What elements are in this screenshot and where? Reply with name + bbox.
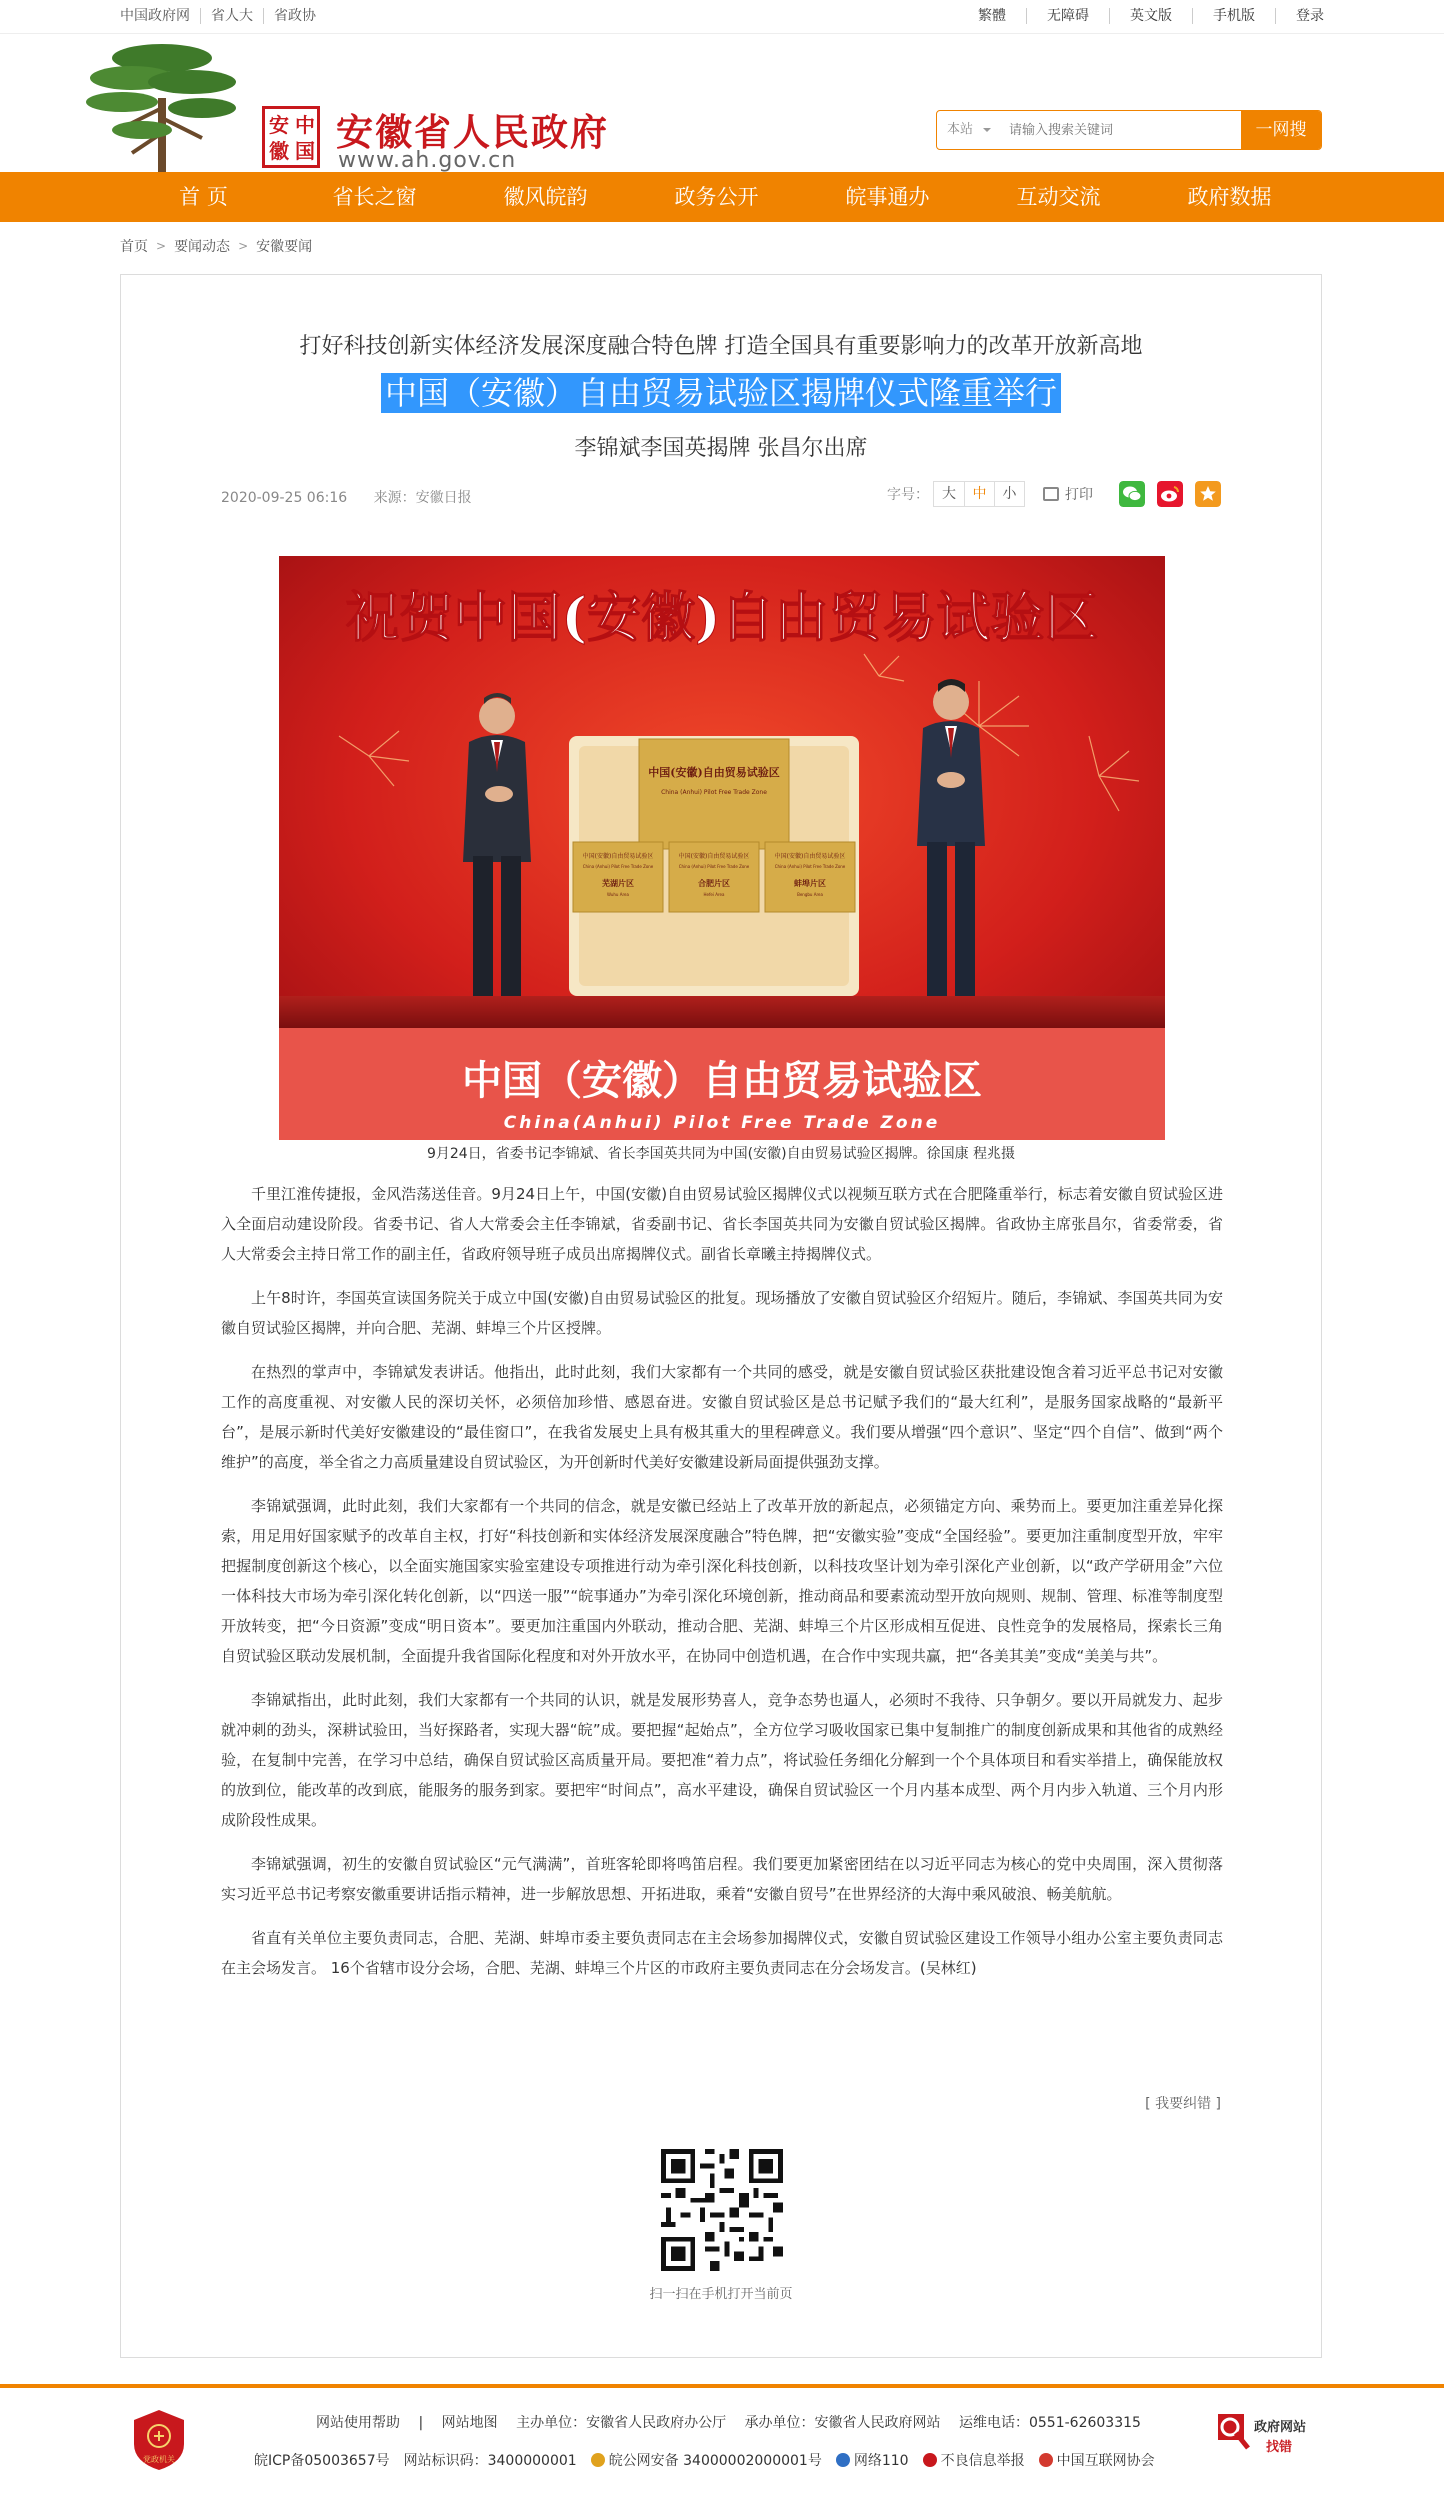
top-right-links xyxy=(958,8,1324,24)
site-header xyxy=(0,34,1444,172)
net110-text: 网络110 xyxy=(853,2453,909,2469)
article-title-wrap xyxy=(121,373,1321,413)
nav-wanshi-tongban[interactable]: 皖事通办 xyxy=(845,185,930,209)
photo-banner-top: 祝贺中国(安徽)自由贸易试验区 xyxy=(345,585,1099,649)
net110-icon xyxy=(836,2453,850,2467)
isc-text: 中国互联网协会 xyxy=(1056,2453,1155,2469)
board-area-hefei: 合肥片区 xyxy=(698,879,730,888)
wechat-share-icon[interactable] xyxy=(1119,481,1145,507)
link-provincial-congress[interactable]: 省人大 xyxy=(200,8,263,24)
article-source: 来源：安徽日报 xyxy=(373,490,472,506)
find-error-line1: 政府网站 xyxy=(1254,2420,1307,2435)
board-area-bengbu-en: Bengbu Area xyxy=(797,892,823,897)
emblem-label: 党政机关 xyxy=(143,2455,175,2464)
favorite-share-icon[interactable] xyxy=(1195,481,1221,507)
font-size-label: 字号： xyxy=(887,487,929,503)
report-icon xyxy=(923,2453,937,2467)
nav-interaction[interactable]: 互动交流 xyxy=(1016,185,1101,209)
find-error-line2: 找错 xyxy=(1266,2440,1293,2455)
article-pre-title: 打好科技创新实体经济发展深度融合特色牌 打造全国具有重要影响力的改革开放新高地 xyxy=(299,334,1143,359)
article-paragraph: 上午8时许，李国英宣读国务院关于成立中国(安徽)自由贸易试验区的批复。现场播放了安徽自贸试验区介绍短片。随后，李锦斌、李国英共同为安徽自贸试验区揭牌，并向合肥、芜湖、蚌埠三个片区授牌。 xyxy=(221,1289,1223,1337)
footer-icp[interactable]: 皖ICP备05003657号 xyxy=(254,2453,390,2469)
party-government-emblem-icon[interactable] xyxy=(132,2408,186,2472)
breadcrumb-home[interactable]: 首页 xyxy=(120,239,148,255)
report-error-link[interactable]: [ 我要纠错 ] xyxy=(1145,2096,1221,2112)
police-badge-icon xyxy=(591,2453,605,2467)
photo-banner-bottom: 中国（安徽）自由贸易试验区 xyxy=(462,1058,982,1104)
link-gov-cn[interactable]: 中国政府网 xyxy=(120,8,190,24)
print-label: 打印 xyxy=(1065,487,1093,503)
board-small-title: 中国(安徽)自由贸易试验区 xyxy=(774,853,846,860)
footer-organizer: 承办单位：安徽省人民政府网站 xyxy=(744,2415,941,2431)
footer-divider: | xyxy=(418,2415,424,2431)
article-paragraph: 李锦斌指出，此时此刻，我们大家都有一个共同的认识，就是发展形势喜人，竞争态势也逼人，必须时不我待、只争朝夕。要以开局就发力、起步就冲刺的劲头，深耕试验田，当好探路者，实现大器“皖”成。要把握“起始点”，全方位学习吸收国家已集中复制推广的制度创新成果和其他省的成熟经验，在复制中完善，在学习中总结，确保自贸试验区高质量开局。要把准“着力点”，将试验任务细化分解到一个个具体项目和看实举措上，确保能放权的放到位，能改革的改到底，能服务的服务到家。要把牢“时间点”，高水平建设，确保自贸试验区一个月内基本成型、两个月内步入轨道、三个月内形成阶段性成果。 xyxy=(221,1691,1223,1829)
footer-net110[interactable] xyxy=(836,2450,909,2470)
article-paragraph: 省直有关单位主要负责同志，合肥、芜湖、蚌埠市委主要负责同志在主会场参加揭牌仪式，安徽自贸试验区建设工作领导小组办公室主要负责同志在主会场发言。 16个省辖市设分会场，合肥、芜湖、蚌埠三个片区的市政府主要负责同志在分会场发言。(吴林红) xyxy=(221,1929,1223,1977)
footer-site-id: 网站标识码：3400000001 xyxy=(403,2453,577,2469)
article-paragraph: 李锦斌强调，此时此刻，我们大家都有一个共同的信念，就是安徽已经站上了改革开放的新起点，必须锚定方向、乘势而上。要更加注重差异化探索，用足用好国家赋予的改革自主权，打好“科技创新和实体经济发展深度融合”特色牌，把“安徽实验”变成“全国经验”。要更加注重制度型开放，牢牢把握制度创新这个核心，以全面实施国家实验室建设专项推进行动为牵引深化科技创新，以科技攻坚计划为牵引深化产业创新，以“政产学研用金”六位一体科技大市场为牵引深化转化创新，以“四送一服”“皖事通办”为牵引深化环境创新，推动商品和要素流动型开放向规则、规制、管理、标准等制度型开放转变，把“今日资源”变成“明日资本”。要更加注重国内外联动，推动合肥、芜湖、蚌埠三个片区形成相互促进、良性竞争的发展格局，探索长三角自贸试验区联动发展机制，全面提升我省国际化程度和对外开放水平，在协同中创造机遇，在合作中实现共赢，把“各美其美”变成“美美与共”。 xyxy=(221,1497,1223,1665)
article-photo xyxy=(279,556,1165,1140)
board-area-wuhu-en: Wuhu Area xyxy=(607,892,629,897)
weibo-share-icon[interactable] xyxy=(1157,481,1183,507)
board-area-wuhu: 芜湖片区 xyxy=(602,879,634,888)
link-traditional-chinese[interactable]: 繁體 xyxy=(978,8,1006,24)
footer-sitemap-link[interactable]: 网站地图 xyxy=(441,2415,498,2431)
logo-char: 国 xyxy=(295,139,315,163)
footer-report-link[interactable] xyxy=(923,2450,1025,2470)
board-small-en: China (Anhui) Pilot Free Trade Zone xyxy=(582,864,654,869)
breadcrumb-news[interactable]: 要闻动态 xyxy=(174,239,231,255)
board-area-bengbu: 蚌埠片区 xyxy=(794,879,826,888)
link-provincial-cppcc[interactable]: 省政协 xyxy=(263,8,326,24)
nav-home[interactable]: 首 页 xyxy=(179,185,228,209)
police-record-text: 皖公网安备 34000002000001号 xyxy=(608,2453,822,2469)
search-button[interactable]: 一网搜 xyxy=(1241,111,1321,149)
magnifier-icon xyxy=(1216,2412,1252,2452)
link-accessibility[interactable]: 无障碍 xyxy=(1026,8,1109,24)
nav-government-affairs[interactable]: 政务公开 xyxy=(674,185,759,209)
qr-caption: 扫一扫在手机打开当前页 xyxy=(649,2287,793,2302)
pine-tree-logo-icon xyxy=(82,38,242,172)
footer-sponsor: 主办单位：安徽省人民政府办公厅 xyxy=(516,2415,727,2431)
article-title: 中国（安徽）自由贸易试验区揭牌仪式隆重举行 xyxy=(381,373,1061,413)
article-tools xyxy=(887,481,1221,507)
article-container xyxy=(120,274,1322,2358)
board-main-en: China (Anhui) Pilot Free Trade Zone xyxy=(661,789,767,796)
photo-caption: 9月24日，省委书记李锦斌、省长李国英共同为中国(安徽)自由贸易试验区揭牌。徐国康 程兆摄 xyxy=(426,1146,1016,1162)
logo-char: 徽 xyxy=(269,139,289,163)
top-left-links xyxy=(120,8,326,24)
footer-isc-link[interactable] xyxy=(1039,2450,1155,2470)
share-buttons xyxy=(1119,481,1221,507)
search-input[interactable] xyxy=(1001,111,1241,149)
article-paragraph: 在热烈的掌声中，李锦斌发表讲话。他指出，此时此刻，我们大家都有一个共同的感受，就是安徽自贸试验区获批建设饱含着习近平总书记对安徽工作的高度重视、对安徽人民的深切关怀，必须倍加珍惜、感恩奋进。安徽自贸试验区是总书记赋予我们的“最大红利”，是服务国家战略的“最新平台”，是展示新时代美好安徽建设的“最佳窗口”，在我省发展史上具有极其重大的里程碑意义。我们要从增强“四个意识”、坚定“四个自信”、做到“两个维护”的高度，举全省之力高质量建设自贸试验区，为开创新时代美好安徽建设新局面提供强劲支撑。 xyxy=(221,1363,1223,1471)
search-bar xyxy=(936,110,1322,150)
article-paragraph: 李锦斌强调，初生的安徽自贸试验区“元气满满”，首班客轮即将鸣笛启程。我们要更加紧密团结在以习近平同志为核心的党中央周围，深入贯彻落实习近平总书记考察安徽重要讲话指示精神，进一步解放思想、开拓进取，乘着“安徽自贸号”在世界经济的大海中乘风破浪、畅美航航。 xyxy=(221,1855,1223,1903)
nav-huifeng-wanyun[interactable]: 徽风皖韵 xyxy=(503,185,588,209)
isc-icon xyxy=(1039,2453,1053,2467)
font-size-large-button[interactable]: 大 xyxy=(942,486,956,502)
site-logo[interactable] xyxy=(262,106,320,168)
article-sub-title: 李锦斌李国英揭牌 张昌尔出席 xyxy=(574,436,868,461)
article-meta xyxy=(221,487,494,507)
search-scope-select[interactable]: 本站 xyxy=(937,111,1001,149)
site-title[interactable]: 安徽省人民政府 xyxy=(336,110,609,154)
photo-banner-bottom-en: China(Anhui) Pilot Free Trade Zone xyxy=(503,1113,941,1133)
font-size-small-button[interactable]: 小 xyxy=(994,482,1024,506)
footer-help-link[interactable]: 网站使用帮助 xyxy=(316,2415,400,2431)
site-url: www.ah.gov.cn xyxy=(338,148,517,173)
logo-char: 中 xyxy=(295,113,315,137)
footer-info-line xyxy=(316,2412,1155,2432)
footer-phone: 运维电话：0551-62603315 xyxy=(958,2415,1141,2431)
board-area-hefei-en: Hefei Area xyxy=(703,892,725,897)
nav-governor-window[interactable]: 省长之窗 xyxy=(332,185,417,209)
nav-government-data[interactable]: 政府数据 xyxy=(1187,185,1272,209)
ceremony-photo xyxy=(279,556,1165,1140)
top-bar xyxy=(0,0,1444,34)
chevron-right-icon: > xyxy=(156,239,167,253)
site-footer xyxy=(0,2384,1444,2514)
board-main-title: 中国(安徽)自由贸易试验区 xyxy=(648,766,780,779)
board-small-title: 中国(安徽)自由贸易试验区 xyxy=(678,853,750,860)
article-body xyxy=(221,1179,1223,1997)
board-small-en: China (Anhui) Pilot Free Trade Zone xyxy=(678,864,750,869)
link-mobile[interactable]: 手机版 xyxy=(1192,8,1275,24)
footer-police-record[interactable] xyxy=(591,2450,822,2470)
printer-icon xyxy=(1043,487,1059,501)
gov-site-find-error-link[interactable] xyxy=(1216,2408,1316,2458)
link-login[interactable]: 登录 xyxy=(1275,8,1324,24)
board-small-title: 中国(安徽)自由贸易试验区 xyxy=(582,853,654,860)
footer-registration-line xyxy=(254,2450,1169,2470)
link-english[interactable]: 英文版 xyxy=(1109,8,1192,24)
print-button[interactable] xyxy=(1043,484,1093,504)
report-text: 不良信息举报 xyxy=(940,2453,1025,2469)
article-date: 2020-09-25 06:16 xyxy=(221,490,348,506)
chevron-right-icon: > xyxy=(238,239,249,253)
font-size-medium-button[interactable]: 中 xyxy=(964,482,994,506)
qr-code-icon xyxy=(661,2149,783,2271)
logo-char: 安 xyxy=(269,113,289,137)
board-small-en: China (Anhui) Pilot Free Trade Zone xyxy=(774,864,846,869)
article-paragraph: 千里江淮传捷报，金风浩荡送佳音。9月24日上午，中国(安徽)自由贸易试验区揭牌仪式以视频互联方式在合肥隆重举行，标志着安徽自贸试验区进入全面启动建设阶段。省委书记、省人大常委会主任李锦斌，省委副书记、省长李国英共同为安徽自贸试验区揭牌。省政协主席张昌尔，省委常委，省人大常委会主持日常工作的副主任，省政府领导班子成员出席揭牌仪式。副省长章曦主持揭牌仪式。 xyxy=(221,1185,1223,1263)
breadcrumb-anhui-news[interactable]: 安徽要闻 xyxy=(256,239,313,255)
main-nav xyxy=(0,172,1444,222)
font-size-switcher xyxy=(933,481,1025,507)
breadcrumb xyxy=(120,236,312,256)
